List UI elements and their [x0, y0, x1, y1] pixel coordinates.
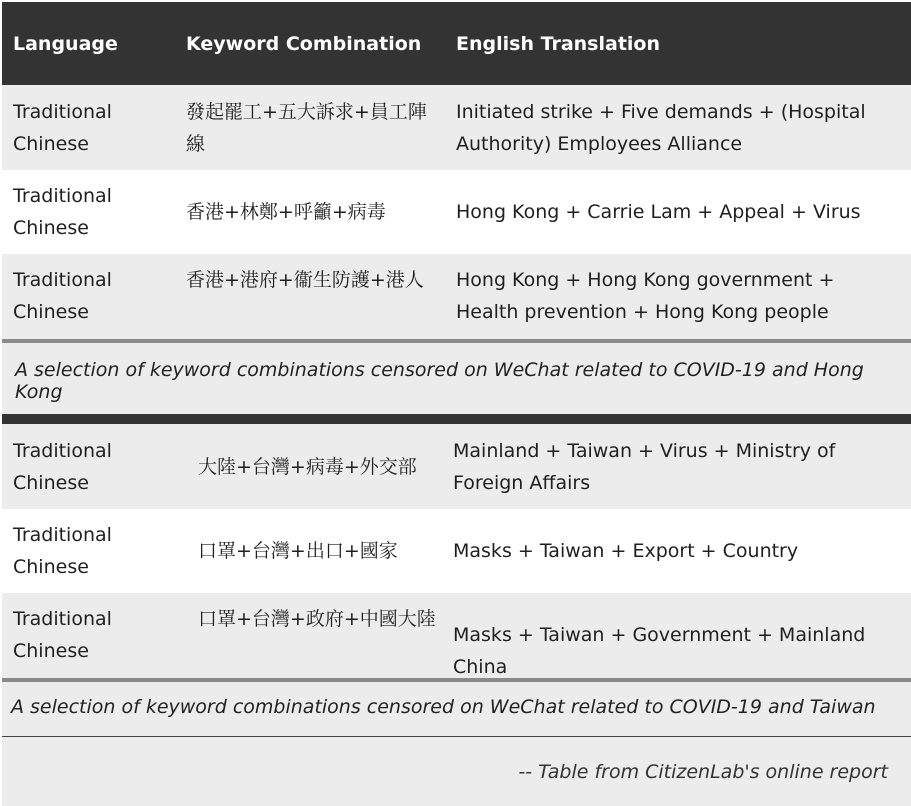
table-caption: [2, 343, 911, 414]
table-row: [2, 593, 911, 679]
table-caption: [2, 682, 911, 736]
source-note: -- Table from CitizenLab's online report: [518, 761, 888, 783]
language-cell: Traditional Chinese: [13, 185, 112, 239]
language-cell: Traditional Chinese: [13, 269, 112, 323]
caption-text: A selection of keyword combinations censored on WeChat related to COVID-19 and Hong Kong: [15, 359, 864, 403]
keyword-cell: 口罩+台灣+出口+國家: [198, 540, 398, 562]
language-cell: Traditional Chinese: [13, 440, 112, 494]
translation-cell: Masks + Taiwan + Government + Mainland China: [453, 624, 866, 678]
table-row: [2, 509, 911, 593]
language-cell: Traditional Chinese: [13, 608, 112, 662]
column-header-translation: English Translation: [456, 33, 660, 55]
translation-cell: Masks + Taiwan + Export + Country: [453, 540, 799, 562]
translation-cell: Hong Kong + Hong Kong government + Health prevention + Hong Kong people: [456, 269, 835, 323]
table-header: [2, 2, 911, 85]
column-header-language: Language: [13, 33, 118, 55]
translation-cell: Initiated strike + Five demands + (Hospital Authority) Employees Alliance: [456, 101, 866, 155]
translation-cell: Mainland + Taiwan + Virus + Ministry of Foreign Affairs: [453, 440, 836, 494]
section-separator: [2, 414, 911, 424]
keyword-cell: 香港+港府+衞生防護+港人: [186, 269, 424, 291]
table-row: [2, 424, 911, 509]
keyword-cell: 大陸+台灣+病毒+外交部: [198, 456, 417, 478]
translation-cell: Hong Kong + Carrie Lam + Appeal + Virus: [456, 201, 861, 223]
table-row: [2, 254, 911, 340]
caption-text: A selection of keyword combinations censored on WeChat related to COVID-19 and Taiwan: [11, 696, 876, 718]
keyword-cell: 發起罷工+五大訴求+員工陣線: [186, 101, 427, 155]
column-header-keyword: Keyword Combination: [186, 33, 422, 55]
language-cell: Traditional Chinese: [13, 101, 112, 155]
language-cell: Traditional Chinese: [13, 524, 112, 578]
keyword-cell: 口罩+台灣+政府+中國大陸: [198, 608, 436, 630]
keyword-cell: 香港+林鄭+呼籲+病毒: [186, 201, 386, 223]
table-row: [2, 85, 911, 170]
table-row: [2, 170, 911, 254]
source-note-box: [2, 737, 911, 806]
